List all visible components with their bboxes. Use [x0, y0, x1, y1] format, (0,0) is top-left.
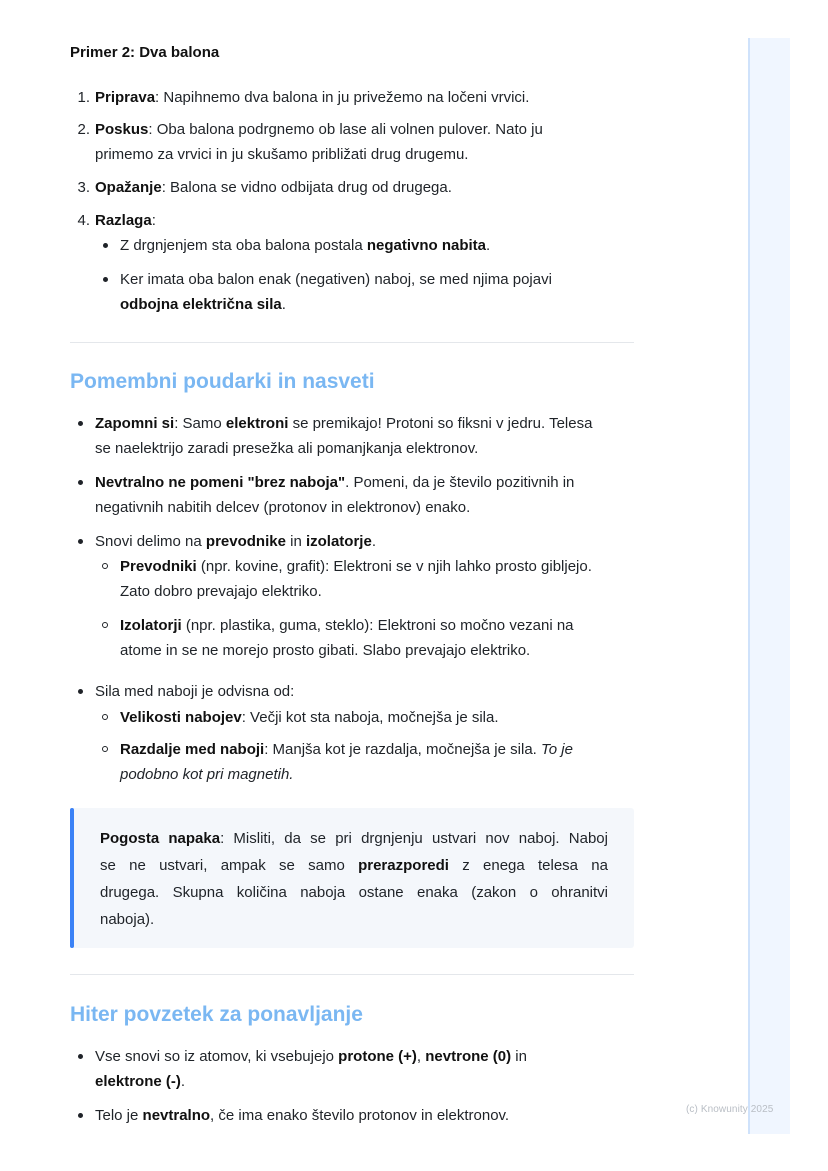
list-item-cont [95, 1069, 185, 1094]
item-bold: odbojna električna sila [120, 296, 282, 313]
item-bold: Prevodniki [120, 558, 197, 575]
section-title: Pomembni poudarki in nasveti [70, 370, 375, 393]
list-item [95, 470, 574, 495]
list-item [95, 175, 452, 200]
item-bold: Nevtralno ne pomeni "brez naboja" [95, 474, 346, 491]
callout-bold: Pogosta napaka [100, 830, 221, 847]
sub-list-item [120, 613, 574, 638]
item-text: Vse snovi so iz atomov, ki vsebujejo [95, 1048, 339, 1065]
bullet-dot [78, 421, 83, 426]
callout-text: : Misliti, da se pri drgnjenju ustvari nov naboj. Naboj [220, 830, 608, 847]
list-item [95, 208, 156, 233]
section-divider [70, 342, 634, 343]
section-divider [70, 974, 634, 975]
item-bold: izolatorje [305, 533, 372, 550]
item-text: (npr. kovine, grafit): Elektroni se v njih lahko prosto gibljejo. [196, 558, 592, 575]
item-bold: Zapomni si [95, 415, 175, 432]
item-bold: protone (+) [338, 1048, 417, 1065]
sub-bullet-circle [102, 746, 108, 752]
step-text: : Balona se vidno odbijata drug od drugega. [161, 179, 452, 196]
list-item [95, 1103, 509, 1128]
bullet-dot [78, 689, 83, 694]
callout-line: naboja). [100, 911, 155, 928]
item-text: in [285, 533, 306, 550]
sub-list-item-cont: Zato dobro prevajajo elektriko. [120, 583, 322, 600]
item-bold: Velikosti nabojev [120, 709, 242, 726]
section-title: Hiter povzetek za ponavljanje [70, 1003, 363, 1026]
list-item [120, 233, 490, 258]
item-bold: Izolatorji [120, 617, 182, 634]
sub-bullet-circle [102, 622, 108, 628]
item-text: , [416, 1048, 426, 1065]
step-term: Opažanje [95, 179, 162, 196]
watermark: (c) Knowunity 2025 [686, 1104, 774, 1115]
list-item-cont: negativnih nabitih delcev (protonov in elektronov) enako. [95, 499, 471, 516]
list-item [95, 411, 592, 436]
item-text: : Večji kot sta naboja, močnejša je sila. [241, 709, 499, 726]
list-number: 1. [77, 89, 90, 106]
list-item: Sila med naboji je odvisna od: [95, 683, 295, 700]
bullet-dot [78, 539, 83, 544]
item-bold: nevtralno [142, 1107, 211, 1124]
callout-line: drugega. Skupna količina naboja ostane enaka (zakon o ohranitvi [100, 884, 608, 901]
callout-text: se ne ustvari, ampak se samo [100, 857, 359, 874]
list-item: Ker imata oba balon enak (negativen) naboj, se med njima pojavi [120, 271, 552, 288]
bullet-dot [78, 1113, 83, 1118]
item-text: : Manjša kot je razdalja, močnejša je sila. [264, 741, 541, 758]
list-item [95, 117, 543, 142]
list-number: 4. [77, 212, 90, 229]
callout-line [100, 825, 608, 852]
page-side-line [748, 38, 750, 1134]
bullet-dot [78, 1054, 83, 1059]
step-term: Poskus [95, 121, 149, 138]
list-item [95, 85, 529, 110]
step-term: Razlaga [95, 212, 152, 229]
step-text-cont: primemo za vrvici in ju skušamo približati drug drugemu. [95, 146, 469, 163]
item-bold: elektrone (-) [95, 1073, 181, 1090]
item-text: . [371, 533, 376, 550]
item-bold: Razdalje med naboji [120, 741, 265, 758]
sub-list-item [120, 554, 592, 579]
list-number: 3. [77, 179, 90, 196]
list-item-cont: se naelektrijo zaradi presežka ali pomanjkanja elektronov. [95, 440, 479, 457]
callout-accent-bar [70, 808, 74, 948]
item-italic: podobno kot pri magnetih. [120, 766, 294, 783]
page-side-strip [748, 38, 790, 1134]
item-bold: negativno nabita [366, 237, 487, 254]
item-bold: prevodnike [205, 533, 286, 550]
callout-bold: prerazporedi [358, 857, 449, 874]
step-term: Priprava [95, 89, 156, 106]
step-text: : [151, 212, 156, 229]
list-item [95, 1044, 527, 1069]
item-text: (npr. plastika, guma, steklo): Elektroni so močno vezani na [181, 617, 574, 634]
sub-list-item [120, 737, 573, 762]
item-text: Telo je [95, 1107, 143, 1124]
item-text: . [486, 237, 491, 254]
sub-bullet-circle [102, 714, 108, 720]
sub-list-item-cont [120, 762, 293, 787]
item-text: Snovi delimo na [95, 533, 206, 550]
bullet-dot [103, 243, 108, 248]
item-bold: nevtrone (0) [425, 1048, 512, 1065]
item-text: in [511, 1048, 527, 1065]
bullet-dot [103, 277, 108, 282]
item-text: Z drgnjenjem sta oba balona postala [120, 237, 367, 254]
callout-text: z enega telesa na [448, 857, 608, 874]
sub-list-item [120, 705, 499, 730]
item-text: . [281, 296, 286, 313]
callout-line [100, 852, 608, 879]
list-number: 2. [77, 121, 90, 138]
sub-list-item-cont: atome in se ne morejo prosto gibati. Slabo prevajajo elektriko. [120, 642, 531, 659]
item-text: , če ima enako število protonov in elektronov. [210, 1107, 510, 1124]
bullet-dot [78, 480, 83, 485]
sub-bullet-circle [102, 563, 108, 569]
item-text: . [180, 1073, 186, 1090]
list-item-cont [120, 292, 286, 317]
item-bold: elektroni [225, 415, 289, 432]
item-text: : Samo [174, 415, 226, 432]
item-italic: To je [541, 741, 573, 758]
step-text: : Oba balona podrgnemo ob lase ali volnen pulover. Nato ju [148, 121, 543, 138]
example-heading: Primer 2: Dva balona [70, 44, 220, 61]
item-text: se premikajo! Protoni so fiksni v jedru. Telesa [288, 415, 593, 432]
item-text: . Pomeni, da je število pozitivnih in [345, 474, 575, 491]
step-text: : Napihnemo dva balona in ju privežemo na ločeni vrvici. [155, 89, 530, 106]
list-item [95, 529, 376, 554]
